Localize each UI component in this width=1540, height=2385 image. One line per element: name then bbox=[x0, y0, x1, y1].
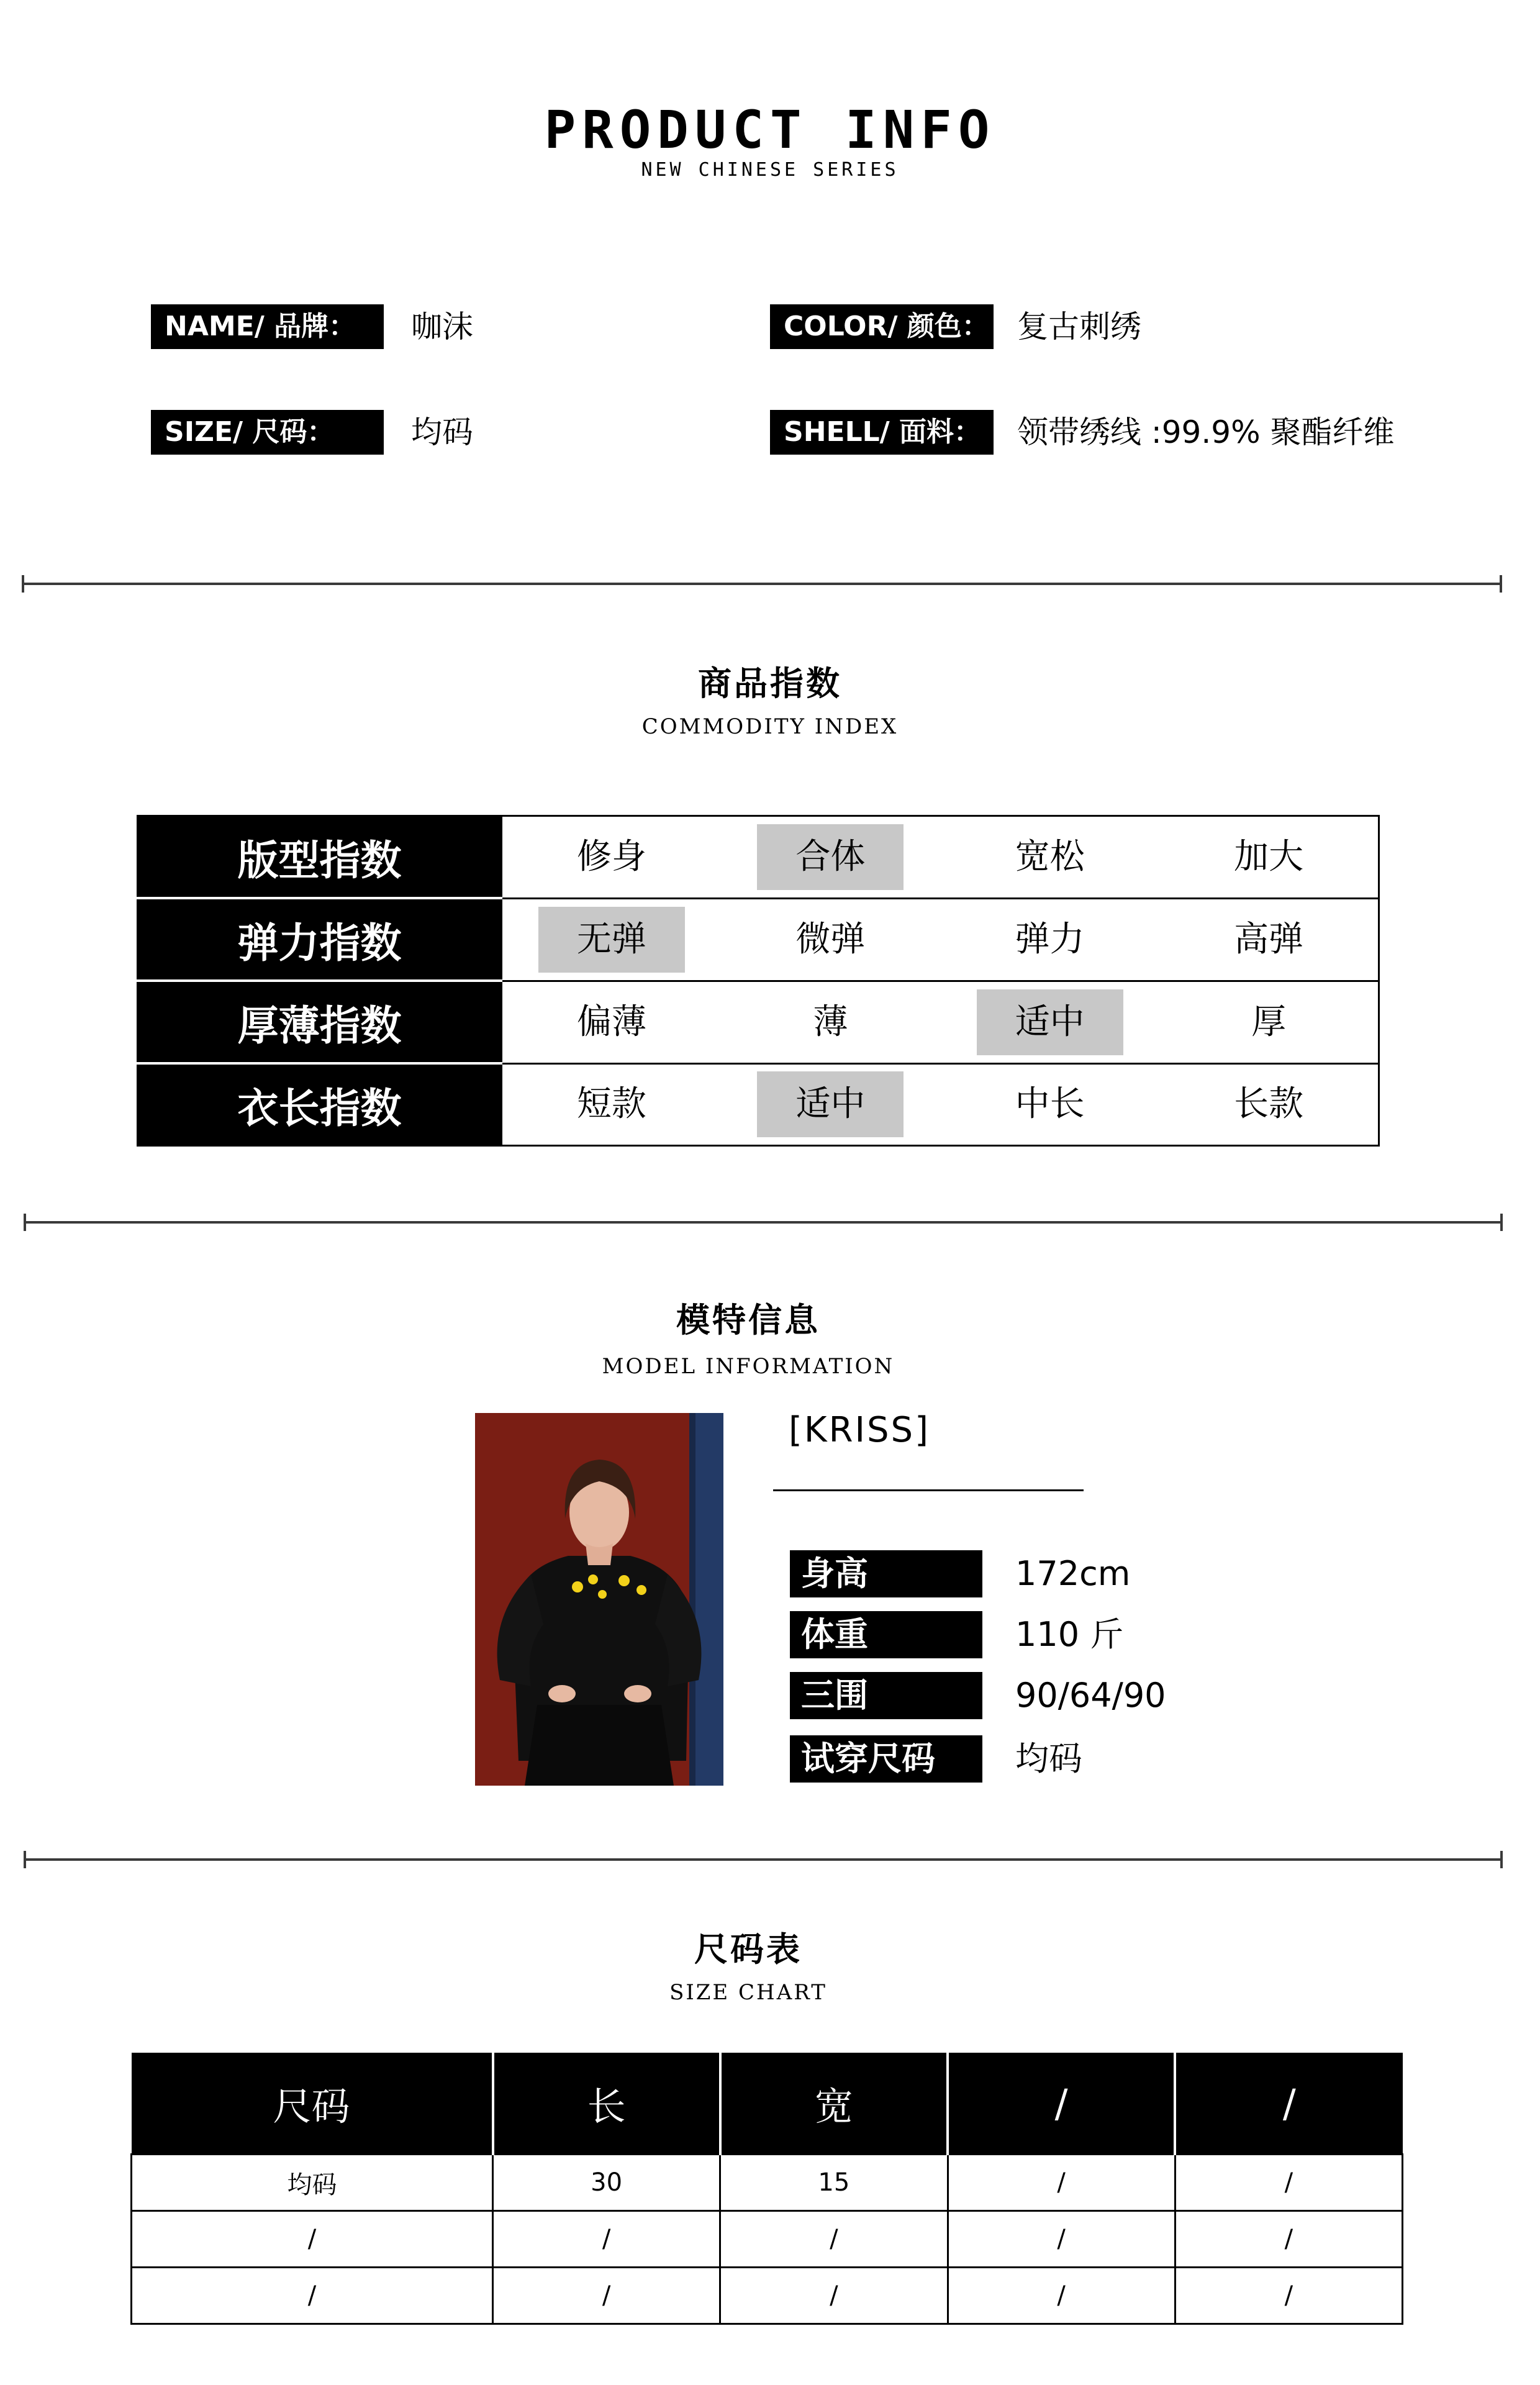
model-weight-value: 110 斤 bbox=[1015, 1615, 1124, 1654]
size-chart-cell: 30 bbox=[493, 2155, 720, 2211]
index-option-cell bbox=[721, 981, 940, 1063]
size-chart-cell: / bbox=[720, 2211, 948, 2268]
index-row-label: 衣长指数 bbox=[138, 1063, 502, 1146]
index-row bbox=[138, 816, 1379, 899]
size-chart-title: 尺码表 bbox=[694, 1930, 802, 1969]
size-chart-header: / bbox=[1175, 2053, 1402, 2155]
size-chart-cell: / bbox=[1175, 2211, 1402, 2268]
index-option-cell bbox=[502, 816, 721, 899]
page-title: PRODUCT INFO bbox=[544, 99, 996, 160]
index-option-selected: 无弹 bbox=[538, 907, 685, 973]
size-chart-table bbox=[130, 2053, 1403, 2325]
index-row bbox=[138, 981, 1379, 1063]
index-row-label: 厚薄指数 bbox=[138, 981, 502, 1063]
model-title: 模特信息 bbox=[676, 1301, 820, 1340]
model-height-label: 身高 bbox=[790, 1550, 982, 1597]
index-option-cell bbox=[502, 1063, 721, 1146]
index-option-cell bbox=[502, 898, 721, 981]
size-chart-row bbox=[132, 2155, 1403, 2211]
index-option-cell bbox=[1159, 981, 1379, 1063]
index-row-label: 版型指数 bbox=[138, 816, 502, 899]
index-option: 加大 bbox=[1234, 836, 1304, 877]
model-size-value: 均码 bbox=[1015, 1739, 1082, 1778]
index-option-cell bbox=[1159, 816, 1379, 899]
shell-label: SHELL/ 面料： bbox=[770, 410, 994, 455]
size-chart-header: 宽 bbox=[720, 2053, 948, 2155]
section-divider bbox=[22, 583, 1502, 585]
size-chart-cell: / bbox=[1175, 2268, 1402, 2324]
index-option: 高弹 bbox=[1234, 919, 1304, 960]
size-chart-cell: / bbox=[1175, 2155, 1402, 2211]
size-chart-cell: 均码 bbox=[132, 2155, 493, 2211]
size-chart-header: / bbox=[948, 2053, 1175, 2155]
size-chart-cell: / bbox=[132, 2211, 493, 2268]
size-chart-cell: / bbox=[493, 2268, 720, 2324]
index-row bbox=[138, 898, 1379, 981]
section-divider bbox=[24, 1221, 1503, 1224]
index-option-cell bbox=[940, 981, 1159, 1063]
size-chart-header: 尺码 bbox=[132, 2053, 493, 2155]
color-label: COLOR/ 颜色： bbox=[770, 304, 994, 349]
index-option: 短款 bbox=[576, 1084, 646, 1125]
index-option: 修身 bbox=[576, 836, 646, 877]
size-value: 均码 bbox=[411, 414, 473, 450]
index-option-cell bbox=[940, 816, 1159, 899]
size-chart-header: 长 bbox=[493, 2053, 720, 2155]
index-option: 长款 bbox=[1234, 1084, 1304, 1125]
model-weight-label: 体重 bbox=[790, 1611, 982, 1658]
index-option: 宽松 bbox=[1015, 836, 1085, 877]
index-option-selected: 适中 bbox=[977, 989, 1123, 1055]
model-photo bbox=[475, 1413, 723, 1786]
name-label: NAME/ 品牌： bbox=[151, 304, 384, 349]
commodity-index-table bbox=[137, 815, 1380, 1147]
size-chart-row bbox=[132, 2268, 1403, 2324]
model-name-underline bbox=[773, 1489, 1084, 1491]
size-chart-cell: 15 bbox=[720, 2155, 948, 2211]
page-subtitle: NEW CHINESE SERIES bbox=[641, 159, 899, 181]
index-option-cell bbox=[940, 898, 1159, 981]
index-row bbox=[138, 1063, 1379, 1146]
index-option-cell bbox=[940, 1063, 1159, 1146]
size-label: SIZE/ 尺码： bbox=[151, 410, 384, 455]
model-name: [KRISS] bbox=[789, 1410, 930, 1450]
size-chart-cell: / bbox=[948, 2268, 1175, 2324]
model-measurements-value: 90/64/90 bbox=[1015, 1676, 1166, 1715]
index-option-cell bbox=[1159, 1063, 1379, 1146]
index-row-label: 弹力指数 bbox=[138, 898, 502, 981]
commodity-subtitle: COMMODITY INDEX bbox=[641, 714, 899, 739]
size-chart-subtitle: SIZE CHART bbox=[669, 1980, 827, 2005]
model-size-label: 试穿尺码 bbox=[790, 1735, 982, 1783]
index-option-selected: 适中 bbox=[757, 1071, 904, 1137]
model-height-value: 172cm bbox=[1015, 1554, 1131, 1593]
size-chart-cell: / bbox=[493, 2211, 720, 2268]
index-option: 偏薄 bbox=[576, 1001, 646, 1042]
size-chart-cell: / bbox=[948, 2155, 1175, 2211]
shell-value: 领带绣线 :99.9% 聚酯纤维 bbox=[1017, 414, 1395, 450]
size-chart-cell: / bbox=[948, 2211, 1175, 2268]
index-option-cell bbox=[721, 816, 940, 899]
size-chart-cell: / bbox=[720, 2268, 948, 2324]
index-option-cell bbox=[502, 981, 721, 1063]
index-option: 中长 bbox=[1015, 1084, 1085, 1125]
index-option-cell bbox=[1159, 898, 1379, 981]
index-option-cell bbox=[721, 898, 940, 981]
index-option: 厚 bbox=[1251, 1001, 1287, 1042]
commodity-title: 商品指数 bbox=[698, 664, 842, 703]
index-option: 弹力 bbox=[1015, 919, 1085, 960]
index-option-selected: 合体 bbox=[757, 824, 904, 890]
index-option: 微弹 bbox=[795, 919, 866, 960]
name-value: 咖沫 bbox=[411, 309, 473, 345]
model-subtitle: MODEL INFORMATION bbox=[602, 1354, 895, 1379]
model-measurements-label: 三围 bbox=[790, 1672, 982, 1719]
size-chart-row bbox=[132, 2211, 1403, 2268]
index-option-cell bbox=[721, 1063, 940, 1146]
index-option: 薄 bbox=[813, 1001, 848, 1042]
section-divider bbox=[24, 1858, 1503, 1861]
size-chart-cell: / bbox=[132, 2268, 493, 2324]
color-value: 复古刺绣 bbox=[1017, 309, 1141, 345]
